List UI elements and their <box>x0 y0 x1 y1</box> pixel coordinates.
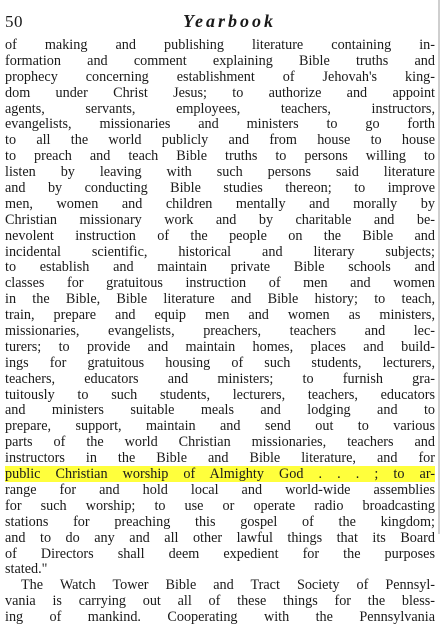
text-line: listen by leaving with such persons said literature <box>5 164 435 181</box>
highlighted-text-line <box>5 467 435 483</box>
text-line: evangelists, missionaries and ministers to go forth <box>5 116 435 133</box>
text-line: and to do any and all other lawful things that its Board <box>5 529 435 546</box>
running-head: Yearbook <box>183 11 276 31</box>
text-line: and ministers suitable meals and lodging and to <box>5 402 435 419</box>
text-line: stations for preaching this gospel of the kingdom; <box>5 513 435 530</box>
text-line: classes for gratuitous instruction of men and women <box>5 275 435 292</box>
text-line: teachers, educators and ministers; to furnish gra- <box>5 370 435 387</box>
page-number: 50 <box>5 12 23 31</box>
text-line: prophecy concerning establishment of Jehovah's king- <box>5 68 435 85</box>
text-line: ings for gratuitous housing of such students, lecturers, <box>5 354 435 371</box>
page-edge-rule <box>438 0 440 534</box>
text-line: range for and hold local and world-wide assemblies <box>5 481 435 498</box>
text-line: missionaries, evangelists, preachers, teachers and lec- <box>5 323 435 340</box>
text-line: to establish and maintain private Bible schools and <box>5 259 435 276</box>
text-line: parts of the world Christian missionaries, teachers and <box>5 434 435 451</box>
text-line: train, prepare and equip men and women as ministers, <box>5 307 435 324</box>
text-line: turers; to provide and maintain homes, places and build- <box>5 338 435 355</box>
text-line: incidental scientific, historical and literary subjects; <box>5 243 435 260</box>
text-line: dom under Christ Jesus; to authorize and appoint <box>5 84 435 101</box>
text-line: and by conducting Bible studies thereon; to improve <box>5 180 435 197</box>
text-line: nevolent instruction of the people on the Bible and <box>5 227 435 244</box>
text-line: instructors in the Bible and Bible literature, and for <box>5 450 435 467</box>
text-line: of making and publishing literature containing in- <box>5 37 435 53</box>
text-line: prepare, support, maintain and send out to various <box>5 418 435 435</box>
text-line: to all the world publicly and from house to house <box>5 132 435 149</box>
text-line: for such worship; to use or operate radio broadcasting <box>5 497 435 514</box>
text-line: to preach and teach Bible truths to persons willing to <box>5 148 435 165</box>
text-line: tuitously to such students, lecturers, teachers, educators <box>5 386 435 403</box>
highlight-mark: public Christian worship of Almighty God . . . ; to ar- <box>5 466 435 483</box>
body-text <box>5 38 435 626</box>
text-line: of Directors shall deem expedient for the purposes <box>5 545 435 562</box>
text-line: The Watch Tower Bible and Tract Society of Pennsyl- <box>21 577 435 594</box>
page-header <box>5 12 430 36</box>
text-line: agents, servants, employees, teachers, instructors, <box>5 100 435 117</box>
text-line: formation and comment explaining Bible truths and <box>5 52 435 69</box>
text-line: stated." <box>5 561 48 578</box>
text-line: vania is carrying out all of these things for the bless- <box>5 593 435 610</box>
text-line: Christian missionary work and by charitable and be- <box>5 211 435 228</box>
text-line: in the Bible, Bible literature and Bible history; to teach, <box>5 291 435 308</box>
text-line: ing of mankind. Cooperating with the Pennsylvania <box>5 609 435 626</box>
text-line: men, women and children mentally and morally by <box>5 195 435 212</box>
